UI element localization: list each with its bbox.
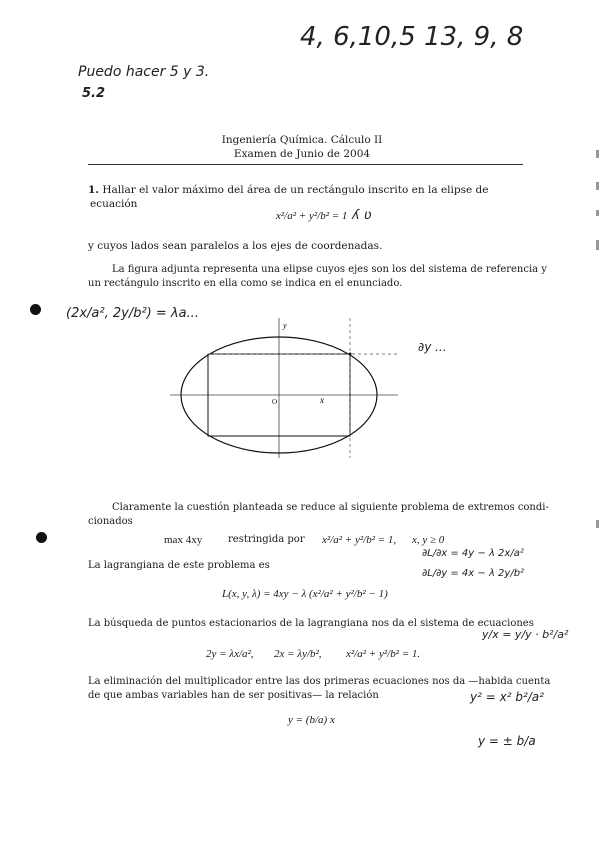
relation-equation: y = (b/a) x [288, 714, 335, 726]
objective-function: max 4xy [164, 534, 203, 546]
handwritten-margin-equation: (2x/a², 2y/b²) = λa... [66, 306, 199, 321]
handwritten-note: Puedo hacer 5 y 3. [78, 64, 210, 80]
handwritten-mark: ʎ ʋ [352, 208, 372, 223]
exam-header-title: Ingeniería Química. Cálculo II [221, 134, 383, 146]
exam-header-date: Examen de Junio de 2004 [233, 148, 371, 160]
origin-label: O [272, 398, 278, 406]
lagrangian-intro: La lagrangiana de este problema es [88, 560, 270, 571]
binder-hole-bottom [36, 532, 47, 543]
stationary-equation-3: x²/a² + y²/b² = 1. [346, 648, 421, 660]
scan-edge-mark [596, 240, 599, 250]
stationary-equation-2: 2x = λy/b², [274, 648, 322, 660]
elimination-text: de que ambas variables han de ser positivas— la relación [88, 690, 379, 701]
stationary-intro: La búsqueda de puntos estacionarios de la lagrangiana nos da el sistema de ecuaciones [88, 618, 534, 629]
problem-number: 1. [88, 184, 99, 196]
figure-intro: un rectángulo inscrito en ella como se indica en el enunciado. [88, 278, 403, 289]
ellipse-figure [170, 310, 400, 460]
handwritten-margin-note: ∂y ... [418, 340, 447, 354]
problem-statement-text: Hallar el valor máximo del área de un rectángulo inscrito en la elipse de [102, 184, 489, 196]
problem-statement-line: ecuación [90, 198, 138, 210]
problem-statement-line [88, 184, 488, 196]
handwritten-derivation: y² = x² b²/a² [470, 690, 544, 704]
problem-statement-line: y cuyos lados sean paralelos a los ejes de coordenadas. [88, 240, 383, 252]
solution-paragraph: Claramente la cuestión planteada se reduce al siguiente problema de extremos condi- [112, 502, 549, 513]
handwritten-derivation: ∂L/∂y = 4x − λ 2y/b² [422, 568, 525, 579]
scan-edge-mark [596, 520, 599, 528]
constraint-label: restringida por [228, 534, 305, 545]
constraint-equation: x²/a² + y²/b² = 1, [322, 534, 397, 546]
scan-edge-mark [596, 210, 599, 216]
ellipse-equation: x²/a² + y²/b² = 1 [276, 210, 348, 222]
stationary-equation-1: 2y = λx/a², [206, 648, 254, 660]
header-rule [88, 164, 523, 165]
solution-paragraph: cionados [88, 516, 133, 527]
binder-hole-top [30, 304, 41, 315]
handwritten-note-number: 5.2 [82, 86, 106, 101]
elimination-text: La eliminación del multiplicador entre las dos primeras ecuaciones nos da —habida cuenta [88, 676, 551, 687]
handwritten-exercise-numbers: 4, 6,10,5 13, 9, 8 [300, 22, 524, 52]
lagrangian-equation: L(x, y, λ) = 4xy − λ (x²/a² + y²/b² − 1) [222, 588, 388, 600]
rectangle-corner-point [349, 353, 352, 356]
scan-edge-mark [596, 182, 599, 190]
handwritten-derivation: y/x = y/y · b²/a² [482, 628, 569, 641]
axis-label-x: x [320, 395, 324, 405]
handwritten-derivation: ∂L/∂x = 4y − λ 2x/a² [422, 548, 524, 559]
domain-condition: x, y ≥ 0 [412, 534, 445, 546]
figure-intro: La figura adjunta representa una elipse cuyos ejes son los del sistema de referencia y [112, 264, 547, 275]
axis-label-y: y [283, 321, 287, 330]
handwritten-derivation: y = ± b/a [478, 734, 536, 748]
